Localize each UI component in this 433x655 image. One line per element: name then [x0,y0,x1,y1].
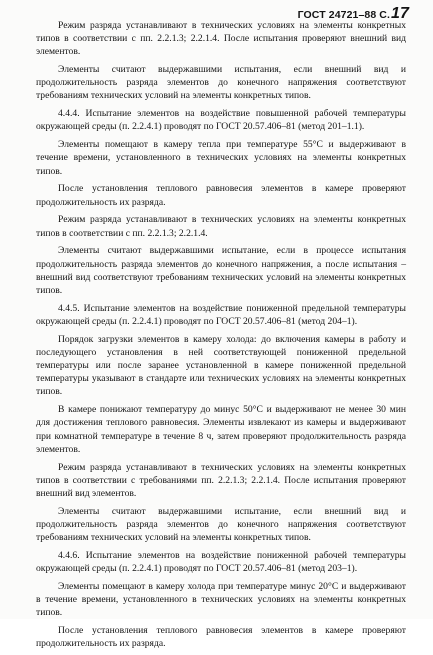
paragraph: После установления теплового равновесия элементов в камере проверяют продолжительность их разряда. [36,183,406,208]
paragraph: Режим разряда устанавливают в технических условиях на элементы конкретных типов в соответствии с пп. 2.2.1.3; 2.2.1.4. [36,214,406,239]
paragraph: В камере понижают температуру до минус 50°С и выдерживают не менее 30 мин для достижения теплового равновесия. Элементы извлекают из камеры и выдерживают при комнатной температуре в течение 8 ч, затем проверяют продолжительность разряда элементов. [36,404,406,455]
document-body [36,19,406,655]
paragraph: Элементы считают выдержавшими испытание, если внешний вид и продолжительность разряда элементов до конечного напряжения соответствуют требованиям технических условий на элементы конкретных типов. [36,505,406,544]
paragraph: Режим разряда устанавливают в технических условиях на элементы конкретных типов в соответствии с требованиями пп. 2.2.1.3; 2.2.1.4. После испытания проверяют внешний вид элементов. [36,461,406,499]
paragraph: Элементы считают выдержавшими испытание, если в процессе испытания продолжительность разряда элементов до конечного напряжения, а после испытания – внешний вид соответствуют требованиям технических условий на элементы конкретных типов. [36,245,406,296]
paragraph: Элементы помещают в камеру холода при температуре минус 20°С и выдерживают в течение времени, установленного в технических условиях на элементы конкретных типов. [36,580,406,619]
paragraph: После установления теплового равновесия элементов в камере проверяют продолжительность их разряда. [36,625,406,650]
paragraph: Элементы считают выдержавшими испытания, если внешний вид и продолжительность разряда элементов до конечного напряжения соответствуют требованиям технических условий на элементы конкретных типов. [36,64,406,102]
paragraph: Порядок загрузки элементов в камеру холода: до включения камеры в работу и последующего установления в ней соответствующей пониженной предельной температуры или после заранее установленной в камере пониженной предельной температуры указывают в стандарте или технических условиях на элементы конкретных типов. [36,333,406,398]
section-4-4-4-heading: 4.4.4. Испытание элементов на воздействие повышенной рабочей температуры окружающей среды (п. 2.2.4.1) проводят по ГОСТ 20.57.406–81 (метод 201–1.1). [36,108,406,133]
section-4-4-6-heading: 4.4.6. Испытание элементов на воздействие пониженной рабочей температуры окружающей среды (п. 2.2.4.1) проводят по ГОСТ 20.57.406–81 (метод 203–1). [36,549,406,575]
paragraph: Элементы помещают в камеру тепла при температуре 55°С и выдерживают в течение времени, установленного в технических условиях на элементы конкретных типов. [36,139,406,177]
paragraph: Режим разряда устанавливают в технических условиях на элементы конкретных типов в соответствии с пп. 2.2.1.3; 2.2.1.4. После испытания проверяют внешний вид элементов. [36,20,406,58]
page-number: 17 [391,5,409,22]
section-4-4-5-heading: 4.4.5. Испытание элементов на воздействие пониженной предельной температуры окружающей среды (п. 2.2.4.1) проводят по ГОСТ 20.57.406–81 (метод 204–1). [36,302,406,327]
standard-designation: ГОСТ 24721–88 С. [297,9,390,21]
